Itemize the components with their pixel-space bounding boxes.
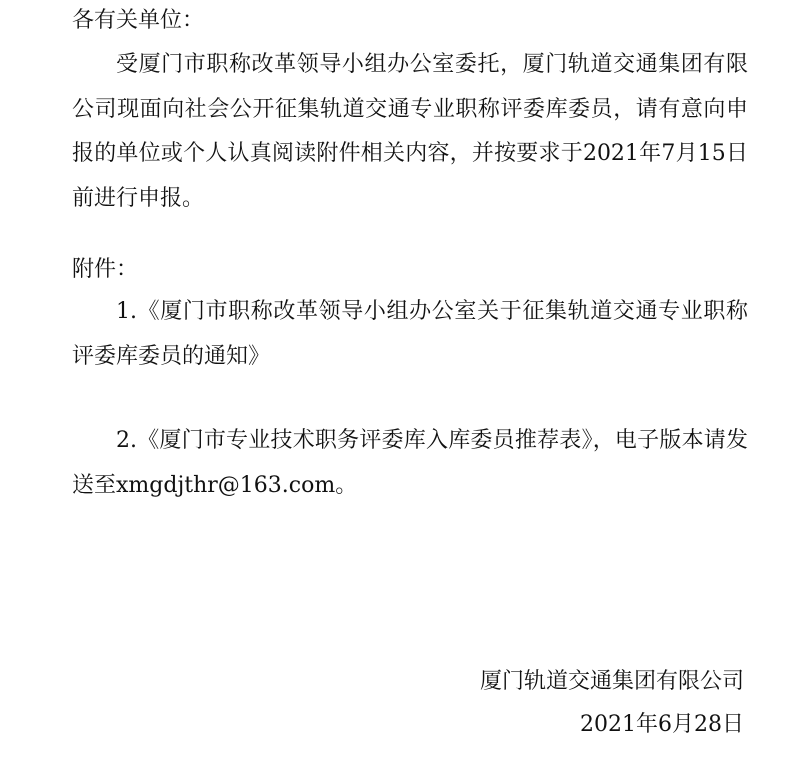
attachment-item-2 bbox=[72, 419, 748, 508]
attachment-item-2-suffix: 。 bbox=[335, 472, 358, 498]
signature-company: 厦门轨道交通集团有限公司 bbox=[479, 669, 744, 694]
attachment-item-1: 1.《厦门市职称改革领导小组办公室关于征集轨道交通专业职称评委库委员的通知》 bbox=[72, 299, 748, 369]
attachments-title: 附件： bbox=[72, 257, 139, 282]
contact-email: xmgdjthr@163.com bbox=[116, 472, 336, 498]
body-paragraph: 受厦门市职称改革领导小组办公室委托，厦门轨道交通集团有限公司现面向社会公开征集轨道交通专业职称评委库委员，请有意向申报的单位或个人认真阅读附件相关内容，并按要求于2021年7月15日前进行申报。 bbox=[72, 52, 748, 211]
salutation: 各有关单位： bbox=[72, 8, 205, 33]
signature-date: 2021年6月28日 bbox=[580, 712, 744, 737]
attachment-item-2-text: 2.《厦门市专业技术职务评委库入库委员推荐表》，电子版本请发送至 bbox=[72, 428, 748, 498]
